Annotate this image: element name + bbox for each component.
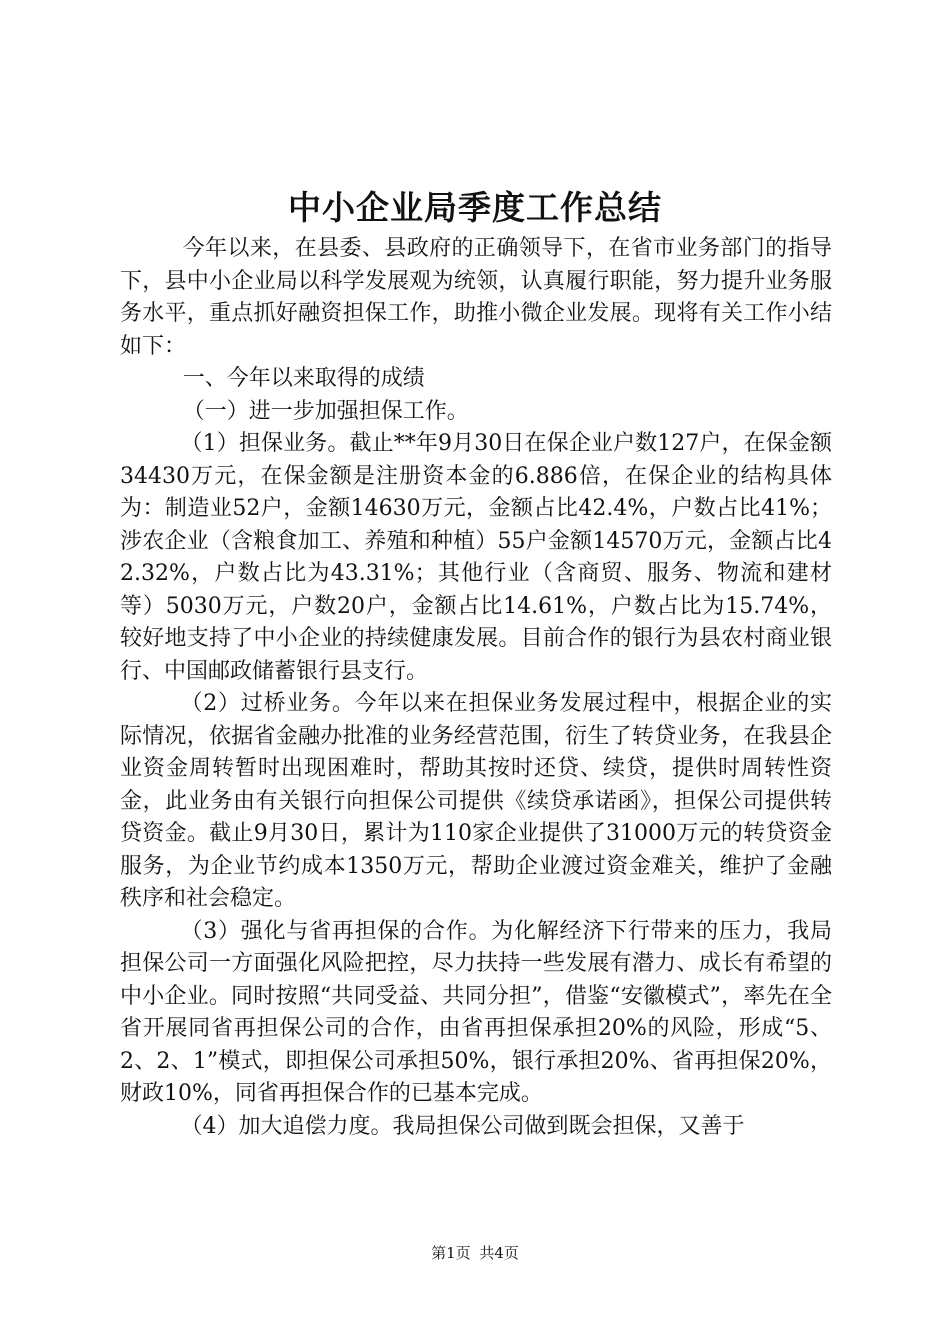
paragraph-bridge-business: （2）过桥业务。今年以来在担保业务发展过程中，根据企业的实际情况，依据省金融办批准的业务经营范围，衍生了转贷业务，在我县企业资金周转暂时出现困难时，帮助其按时还贷、续贷，提供时周转性资金，此业务由有关银行向担保公司提供《续贷承诺函》，担保公司提供转贷资金。截止9月30日，累计为110家企业提供了31000万元的转贷资金服务，为企业节约成本1350万元，帮助企业渡过资金难关，维护了金融秩序和社会稳定。 (120, 691, 832, 911)
page-number: 第1页 (431, 1244, 471, 1262)
section-heading: 一、今年以来取得的成绩 (182, 366, 425, 391)
subsection-heading: （一）进一步加强担保工作。 (182, 398, 469, 424)
paragraph-reguarantee-cooperation: （3）强化与省再担保的合作。为化解经济下行带来的压力，我局担保公司一方面强化风险把控，尽力扶持一些发展有潜力、成长有希望的中小企业。同时按照“共同受益、共同分担”，借鉴“安徽模式”，率先在全省开展同省再担保公司的合作，由省再担保承担20%的风险，形成“5、2、2、1”模式，即担保公司承担50%，银行承担20%、省再担保20%，财政10%，同省再担保合作的已基本完成。 (120, 918, 832, 1106)
paragraph-guarantee-business: （1）担保业务。截止**年9月30日在保企业户数127户，在保金额34430万元，在保金额是注册资本金的6.886倍，在保企业的结构具体为：制造业52户，金额14630万元，金额占比42.4%，户数占比41%；涉农企业（含粮食加工、养殖和种植）55户金额14570万元，金额占比42.32%，户数占比为43.31%；其他行业（含商贸、服务、物流和建材等）5030万元，户数20户，金额占比14.61%，户数占比为15.74%，较好地支持了中小企业的持续健康发展。目前合作的银行为县农村商业银行、中国邮政储蓄银行县支行。 (120, 431, 832, 684)
document-title: 中小企业局季度工作总结 (288, 188, 662, 227)
document-body (120, 233, 832, 1143)
page-total: 共4页 (479, 1244, 519, 1262)
paragraph-intro: 今年以来，在县委、县政府的正确领导下，在省市业务部门的指导下，县中小企业局以科学发展观为统领，认真履行职能，努力提升业务服务水平，重点抓好融资担保工作，助推小微企业发展。现将有关工作小结如下： (120, 236, 832, 359)
paragraph-recovery: （4）加大追偿力度。我局担保公司做到既会担保，又善于 (180, 1113, 745, 1139)
page-footer (0, 1243, 950, 1263)
